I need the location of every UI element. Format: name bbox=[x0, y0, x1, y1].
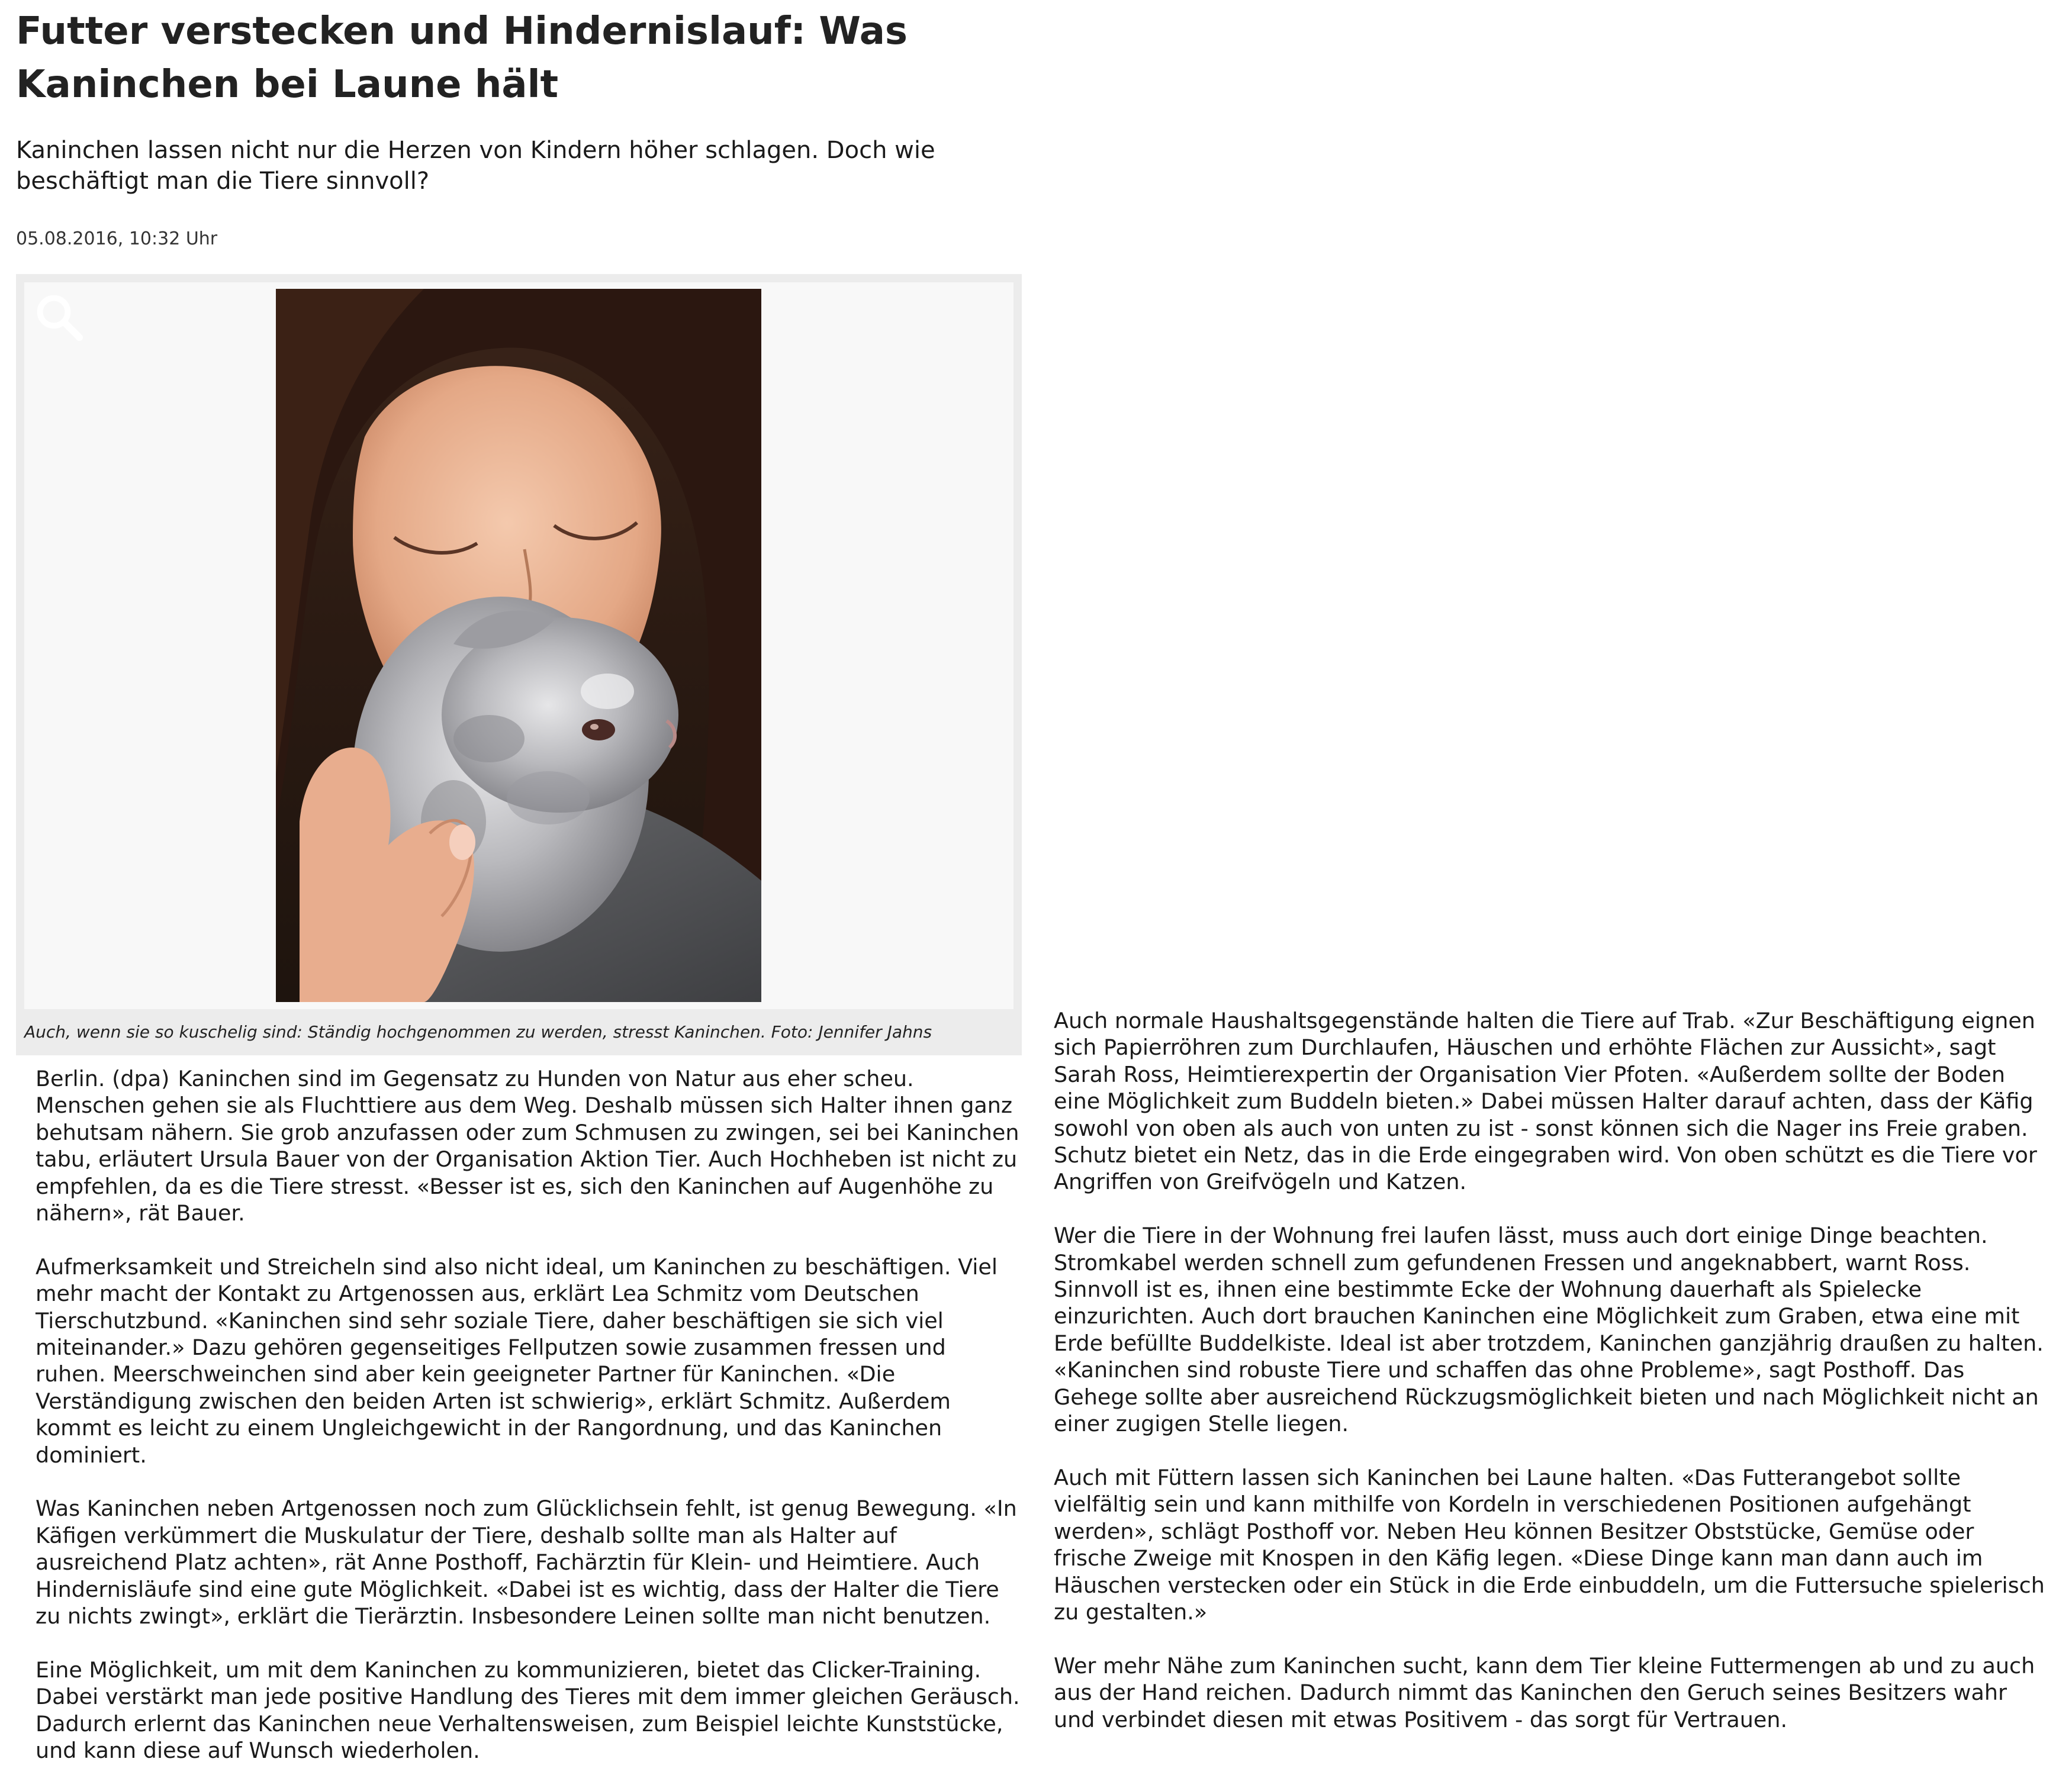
article-paragraph: Was Kaninchen neben Artgenossen noch zum Glücklichsein fehlt, ist genug Bewegung. «In Käfigen verkümmert die Muskulatur der Tiere, deshalb sollte man als Halter auf ausreichend Platz achten», rät Anne Posthoff, Fachärztin für Klein- und Heimtiere. Auch Hindernisläufe sind eine gute Möglichkeit. «Dabei ist es wichtig, dass der Halter die Tiere zu nichts zwingt», erklärt die Tierärztin. Insbesondere Leinen sollte man nicht benutzen. bbox=[36, 1496, 1017, 1629]
article-paragraph: Eine Möglichkeit, um mit dem Kaninchen zu kommunizieren, bietet das Clicker-Training. Dabei verstärkt man jede positive Handlung des Tieres mit dem immer gleichen Geräusch. Dadurch erlernt das Kaninchen neue Verhaltensweisen, zum Beispiel leichte Kunststücke, und kann diese auf Wunsch wiederholen. bbox=[36, 1657, 1020, 1764]
article-body-right-column bbox=[1054, 1007, 2048, 1760]
article-teaser: Kaninchen lassen nicht nur die Herzen von Kindern höher schlagen. Doch wie beschäftigt man die Tiere sinnvoll? bbox=[16, 137, 935, 195]
magnifier-icon[interactable] bbox=[33, 291, 86, 344]
article-paragraph: Auch mit Füttern lassen sich Kaninchen bei Laune halten. «Das Futterangebot sollte vielfältig sein und kann mithilfe von Kordeln in verschiedenen Positionen aufgehängt werden», schlägt Posthoff vor. Neben Heu können Besitzer Obststücke, Gemüse oder frische Zweige mit Knospen in den Käfig legen. «Diese Dinge kann man dann auch im Häuschen verstecken oder ein Stück in die Erde einbuddeln, um die Futtersuche spielerisch zu gestalten.» bbox=[1054, 1464, 2045, 1625]
paragraph-text: Kaninchen sind im Gegensatz zu Hunden von Natur aus eher scheu. Menschen gehen sie als Fluchttiere aus dem Weg. Deshalb müssen sich Halter ihnen ganz behutsam nähern. Sie grob anzufassen oder zum Schmusen zu zwingen, sei bei Kaninchen tabu, erläutert Ursula Bauer von der Organisation Aktion Tier. Auch Hochheben ist nicht zu empfehlen, da es die Tiere stresst. «Besser ist es, sich den Kaninchen auf Augenhöhe zu nähern», rät Bauer. bbox=[36, 1066, 1019, 1226]
article-date: 05.08.2016, 10:32 Uhr bbox=[16, 228, 218, 249]
article-paragraph: Wer die Tiere in der Wohnung frei laufen lässt, muss auch dort einige Dinge beachten. Stromkabel werden schnell zum gefundenen Fressen und angeknabbert, warnt Ross. Sinnvoll ist es, ihnen eine bestimmte Ecke der Wohnung dauerhaft als Spielecke einzurichten. Auch dort brauchen Kaninchen eine Möglichkeit zum Graben, etwa eine mit Erde befüllte Buddelkiste. Ideal ist aber trotzdem, Kaninchen ganzjährig draußen zu halten. «Kaninchen sind robuste Tiere und schaffen das ohne Probleme», sagt Posthoff. Das Gehege sollte aber ausreichend Rückzugsmöglichkeit bieten und nach Möglichkeit nicht an einer zugigen Stelle liegen. bbox=[1054, 1223, 2044, 1437]
article-paragraph: Auch normale Haushaltsgegenstände halten die Tiere auf Trab. «Zur Beschäftigung eignen sich Papierröhren zum Durchlaufen, Häuschen und erhöhte Flächen zur Aussicht», sagt Sarah Ross, Heimtierexpertin der Organisation Vier Pfoten. «Außerdem sollte der Boden eine Möglichkeit zum Buddeln bieten.» Dabei müssen Halter darauf achten, dass der Käfig sowohl von oben als auch von unten zu ist - sonst können sich die Nager ins Freie graben. Schutz bietet ein Netz, das in die Erde eingegraben wird. Von oben schützt es die Tiere vor Angriffen von Greifvögeln und Katzen. bbox=[1054, 1008, 2037, 1195]
article-body-left-column bbox=[36, 1065, 1021, 1791]
article-figure bbox=[16, 274, 1022, 1055]
article-headline: Futter verstecken und Hindernislauf: Was Kaninchen bei Laune hält bbox=[16, 9, 908, 107]
image-caption: Auch, wenn sie so kuschelig sind: Ständig hochgenommen zu werden, stresst Kaninchen. Foto: Jennifer Jahns bbox=[24, 1022, 932, 1042]
article-paragraph: Wer mehr Nähe zum Kaninchen sucht, kann dem Tier kleine Futtermengen ab und zu auch aus der Hand reichen. Dadurch nimmt das Kaninchen den Geruch seines Besitzers wahr und verbindet diesen mit etwas Positivem - das sorgt für Vertrauen. bbox=[1054, 1653, 2035, 1732]
article-dateline: Berlin. (dpa) bbox=[36, 1066, 170, 1091]
figure-image-frame bbox=[24, 282, 1014, 1009]
article-photo[interactable] bbox=[276, 289, 761, 1002]
article-paragraph: Aufmerksamkeit und Streicheln sind also nicht ideal, um Kaninchen zu beschäftigen. Viel mehr macht der Kontakt zu Artgenossen aus, erklärt Lea Schmitz vom Deutschen Tierschutzbund. «Kaninchen sind sehr soziale Tiere, daher beschäftigen sie sich viel miteinander.» Dazu gehören gegenseitiges Fellputzen sowie zusammen fressen und ruhen. Meerschweinchen sind aber kein geeigneter Partner für Kaninchen. «Die Verständigung zwischen den beiden Arten ist schwierig», erklärt Schmitz. Außerdem kommt es leicht zu einem Ungleichgewicht in der Rangordnung, und das Kaninchen dominiert. bbox=[36, 1254, 998, 1468]
article-paragraph bbox=[36, 1065, 1021, 1226]
